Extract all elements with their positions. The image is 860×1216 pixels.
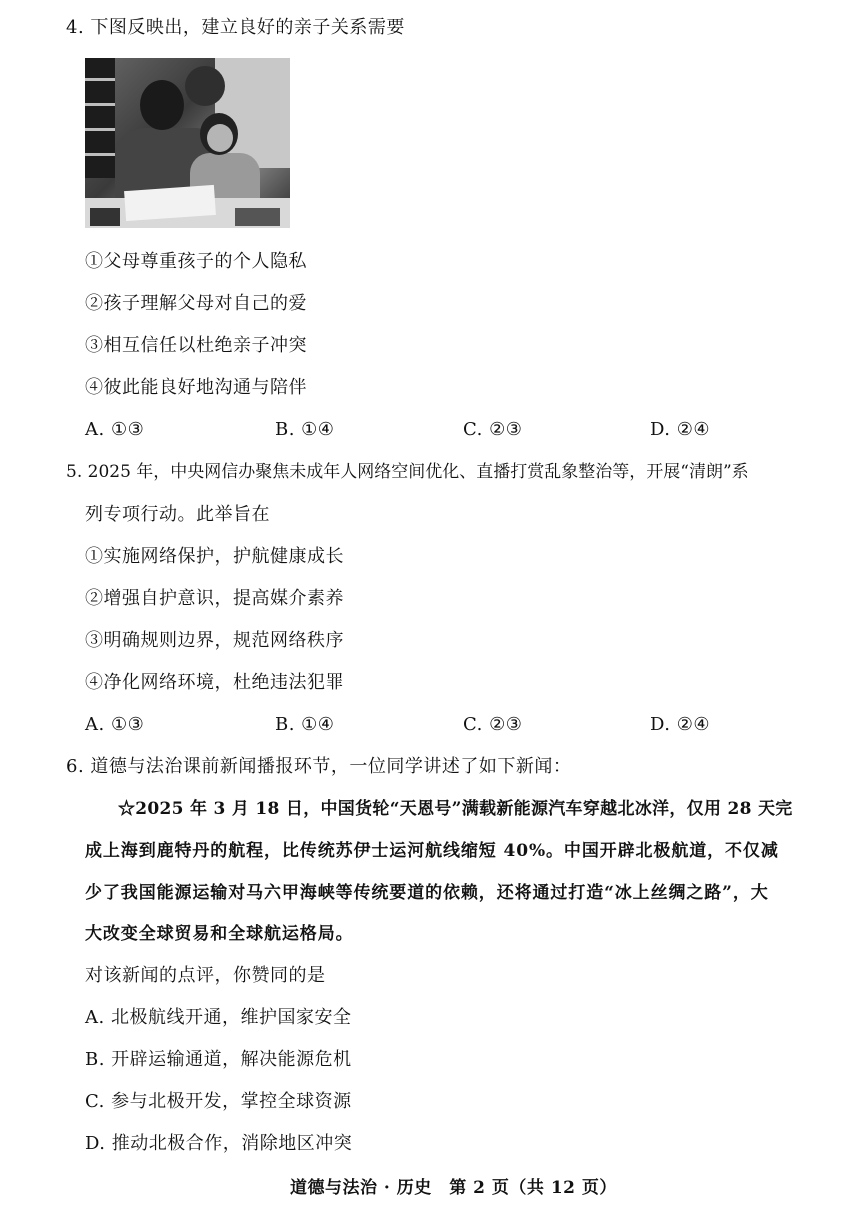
photo-plant (185, 66, 225, 106)
news-line-1: ☆2025 年 3 月 18 日，中国货轮“天恩号”满载新能源汽车穿越北冰洋，仅用 28 天完 (118, 799, 793, 819)
q6-option-d[interactable]: D. 推动北极合作，消除地区冲突 (85, 1133, 353, 1154)
q4-item-1: ①父母尊重孩子的个人隐私 (85, 251, 307, 272)
question-5-stem-continued: 列专项行动。此举旨在 (85, 504, 270, 525)
news-line-2: 成上海到鹿特丹的航程，比传统苏伊士运河航线缩短 40%。中国开辟北极航道，不仅减 (85, 841, 779, 861)
q4-option-d[interactable]: D. ②④ (650, 419, 711, 440)
question-6-stem: 6. 道德与法治课前新闻播报环节，一位同学讲述了如下新闻： (66, 756, 572, 777)
q4-item-3: ③相互信任以杜绝亲子冲突 (85, 335, 307, 356)
q6-option-a[interactable]: A. 北极航线开通，维护国家安全 (85, 1007, 352, 1028)
question-4-stem: 4. 下图反映出，建立良好的亲子关系需要 (66, 17, 405, 38)
q5-item-2: ②增强自护意识，提高媒介素养 (85, 588, 344, 609)
question-5-stem: 5. 2025 年，中央网信办聚焦未成年人网络空间优化、直播打赏乱象整治等，开展“清朗”系 (66, 462, 749, 482)
photo-book (235, 208, 280, 226)
page-footer: 道德与法治 · 历史 第 2 页（共 12 页） (290, 1178, 617, 1198)
q4-item-4: ④彼此能良好地沟通与陪伴 (85, 377, 307, 398)
photo-shelf (85, 58, 115, 178)
parent-child-photo (85, 58, 290, 228)
q4-option-a[interactable]: A. ①③ (85, 419, 145, 440)
q5-item-1: ①实施网络保护，护航健康成长 (85, 546, 344, 567)
q4-item-2: ②孩子理解父母对自己的爱 (85, 293, 307, 314)
q5-option-a[interactable]: A. ①③ (85, 714, 145, 735)
photo-paper (124, 185, 216, 221)
photo-parent-head (140, 80, 184, 130)
photo-child-face (207, 124, 233, 152)
q5-item-4: ④净化网络环境，杜绝违法犯罪 (85, 672, 344, 693)
question-6-prompt: 对该新闻的点评，你赞同的是 (85, 965, 326, 986)
photo-book (90, 208, 120, 226)
q4-option-c[interactable]: C. ②③ (463, 419, 523, 440)
q6-option-c[interactable]: C. 参与北极开发，掌控全球资源 (85, 1091, 352, 1112)
q5-item-3: ③明确规则边界，规范网络秩序 (85, 630, 344, 651)
news-line-4: 大改变全球贸易和全球航运格局。 (85, 924, 354, 944)
q5-option-d[interactable]: D. ②④ (650, 714, 711, 735)
q5-option-c[interactable]: C. ②③ (463, 714, 523, 735)
q5-option-b[interactable]: B. ①④ (275, 714, 335, 735)
news-line-3: 少了我国能源运输对马六甲海峡等传统要道的依赖，还将通过打造“冰上丝绸之路”，大 (85, 883, 769, 903)
q6-option-b[interactable]: B. 开辟运输通道，解决能源危机 (85, 1049, 352, 1070)
q4-option-b[interactable]: B. ①④ (275, 419, 335, 440)
